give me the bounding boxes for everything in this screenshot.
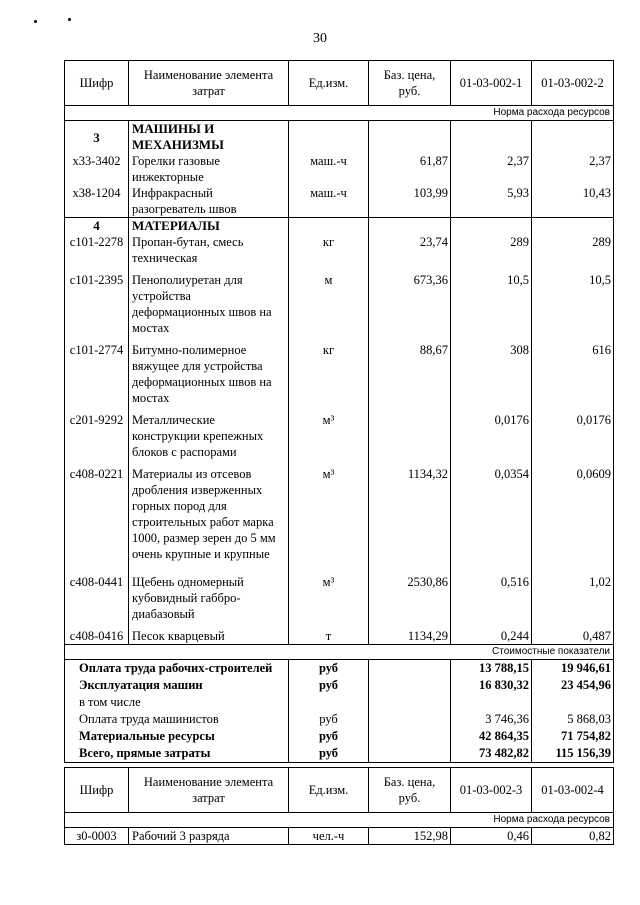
summary-name: Эксплуатация машин (65, 677, 289, 694)
row-code: с408-0221 (65, 460, 129, 574)
summary-value-1: 73 482,82 (451, 745, 532, 763)
row-value-2: 2,37 (532, 153, 614, 185)
summary-name: Материальные ресурсы (65, 728, 289, 745)
cost-label-row (65, 645, 614, 660)
table-row (65, 153, 614, 185)
row-unit: чел.-ч (289, 828, 369, 845)
row-value-1: 289 (451, 234, 532, 266)
header-row (65, 61, 614, 106)
header-code: Шифр (65, 61, 129, 106)
row-value-1: 2,37 (451, 153, 532, 185)
summary-unit: руб (289, 728, 369, 745)
row-code: с201-9292 (65, 406, 129, 460)
norma-row (65, 813, 614, 828)
row-value-1: 308 (451, 336, 532, 406)
row-value-1: 5,93 (451, 185, 532, 218)
row-price: 2530,86 (369, 574, 451, 622)
summary-value-1: 13 788,15 (451, 660, 532, 678)
summary-name: Оплата труда машинистов (65, 711, 289, 728)
row-code: с408-0441 (65, 574, 129, 622)
table-row (65, 234, 614, 266)
row-unit: кг (289, 234, 369, 266)
summary-name: в том числе (65, 694, 289, 711)
header-name: Наименование элемента затрат (129, 61, 289, 106)
row-value-2: 0,487 (532, 622, 614, 645)
row-name: Рабочий 3 разряда (129, 828, 289, 845)
summary-unit (289, 694, 369, 711)
row-value-1: 0,46 (451, 828, 532, 845)
row-value-2: 10,43 (532, 185, 614, 218)
summary-value-1 (451, 694, 532, 711)
row-value-2: 0,0176 (532, 406, 614, 460)
resource-table-2 (64, 767, 614, 845)
row-value-1: 0,0354 (451, 460, 532, 574)
table-row (65, 406, 614, 460)
summary-value-2: 23 454,96 (532, 677, 614, 694)
summary-row (65, 728, 614, 745)
row-price: 23,74 (369, 234, 451, 266)
section-title: МАТЕРИАЛЫ (129, 218, 289, 235)
row-price: 152,98 (369, 828, 451, 845)
row-name: Песок кварцевый (129, 622, 289, 645)
section-number: 3 (65, 121, 129, 154)
summary-unit: руб (289, 711, 369, 728)
row-code: х38-1204 (65, 185, 129, 218)
table-row (65, 460, 614, 574)
summary-value-1: 16 830,32 (451, 677, 532, 694)
row-code: с101-2774 (65, 336, 129, 406)
page-number: 30 (313, 31, 327, 46)
header-col1: 01-03-002-3 (451, 768, 532, 813)
header-col2: 01-03-002-4 (532, 768, 614, 813)
row-price: 103,99 (369, 185, 451, 218)
table-row (65, 574, 614, 622)
row-unit: м (289, 266, 369, 336)
summary-row (65, 745, 614, 763)
table-row (65, 828, 614, 845)
header-unit: Ед.изм. (289, 768, 369, 813)
summary-value-2: 19 946,61 (532, 660, 614, 678)
row-unit: м³ (289, 460, 369, 574)
scan-speck (34, 20, 37, 23)
summary-unit: руб (289, 745, 369, 763)
section-number: 4 (65, 218, 129, 235)
row-value-1: 10,5 (451, 266, 532, 336)
row-name: Щебень одномерный кубовидный габбро-диабазовый (129, 574, 289, 622)
header-code: Шифр (65, 768, 129, 813)
summary-name: Оплата труда рабочих-строителей (65, 660, 289, 678)
row-name: Металлические конструкции крепежных блоков с распорами (129, 406, 289, 460)
row-unit: кг (289, 336, 369, 406)
row-name: Горелки газовые инжекторные (129, 153, 289, 185)
row-code: с408-0416 (65, 622, 129, 645)
row-unit: маш.-ч (289, 185, 369, 218)
row-name: Пропан-бутан, смесь техническая (129, 234, 289, 266)
row-unit: маш.-ч (289, 153, 369, 185)
summary-row (65, 694, 614, 711)
header-price: Баз. цена, руб. (369, 61, 451, 106)
row-value-2: 289 (532, 234, 614, 266)
header-row (65, 768, 614, 813)
norma-row (65, 106, 614, 121)
table-row (65, 185, 614, 218)
summary-value-2: 71 754,82 (532, 728, 614, 745)
row-value-2: 0,0609 (532, 460, 614, 574)
row-code: х33-3402 (65, 153, 129, 185)
row-unit: м³ (289, 574, 369, 622)
table-row (65, 336, 614, 406)
row-price: 673,36 (369, 266, 451, 336)
row-value-2: 1,02 (532, 574, 614, 622)
summary-value-2 (532, 694, 614, 711)
section-row (65, 121, 614, 154)
summary-value-2: 115 156,39 (532, 745, 614, 763)
summary-unit: руб (289, 660, 369, 678)
summary-unit: руб (289, 677, 369, 694)
row-name: Материалы из отсевов дробления изверженных горных пород для строительных работ марка 1000, размер зерен до 5 мм очень крупные и крупные (129, 460, 289, 574)
row-unit: м³ (289, 406, 369, 460)
row-name: Инфракрасный разогреватель швов (129, 185, 289, 218)
header-col2: 01-03-002-2 (532, 61, 614, 106)
row-value-2: 616 (532, 336, 614, 406)
header-unit: Ед.изм. (289, 61, 369, 106)
summary-value-1: 42 864,35 (451, 728, 532, 745)
row-value-1: 0,516 (451, 574, 532, 622)
row-code: с101-2395 (65, 266, 129, 336)
row-value-2: 10,5 (532, 266, 614, 336)
row-value-2: 0,82 (532, 828, 614, 845)
scan-speck (68, 18, 71, 21)
header-name: Наименование элемента затрат (129, 768, 289, 813)
section-title: МАШИНЫ И МЕХАНИЗМЫ (129, 121, 289, 154)
row-name: Пенополиуретан для устройства деформационных швов на мостах (129, 266, 289, 336)
row-code: с101-2278 (65, 234, 129, 266)
row-value-1: 0,0176 (451, 406, 532, 460)
summary-row (65, 711, 614, 728)
norma-label: Норма расхода ресурсов (65, 106, 614, 121)
row-unit: т (289, 622, 369, 645)
table-row (65, 266, 614, 336)
row-price (369, 406, 451, 460)
row-price: 1134,29 (369, 622, 451, 645)
row-value-1: 0,244 (451, 622, 532, 645)
summary-value-2: 5 868,03 (532, 711, 614, 728)
section-row (65, 218, 614, 235)
row-code: з0-0003 (65, 828, 129, 845)
summary-value-1: 3 746,36 (451, 711, 532, 728)
row-name: Битумно-полимерное вяжущее для устройства деформационных швов на мостах (129, 336, 289, 406)
header-price: Баз. цена, руб. (369, 768, 451, 813)
row-price: 88,67 (369, 336, 451, 406)
table-row (65, 622, 614, 645)
row-price: 1134,32 (369, 460, 451, 574)
row-price: 61,87 (369, 153, 451, 185)
resource-table-1 (64, 60, 614, 763)
summary-name: Всего, прямые затраты (65, 745, 289, 763)
norma-label: Норма расхода ресурсов (65, 813, 614, 828)
summary-row (65, 677, 614, 694)
summary-row (65, 660, 614, 678)
cost-label: Стоимостные показатели (65, 645, 614, 660)
header-col1: 01-03-002-1 (451, 61, 532, 106)
